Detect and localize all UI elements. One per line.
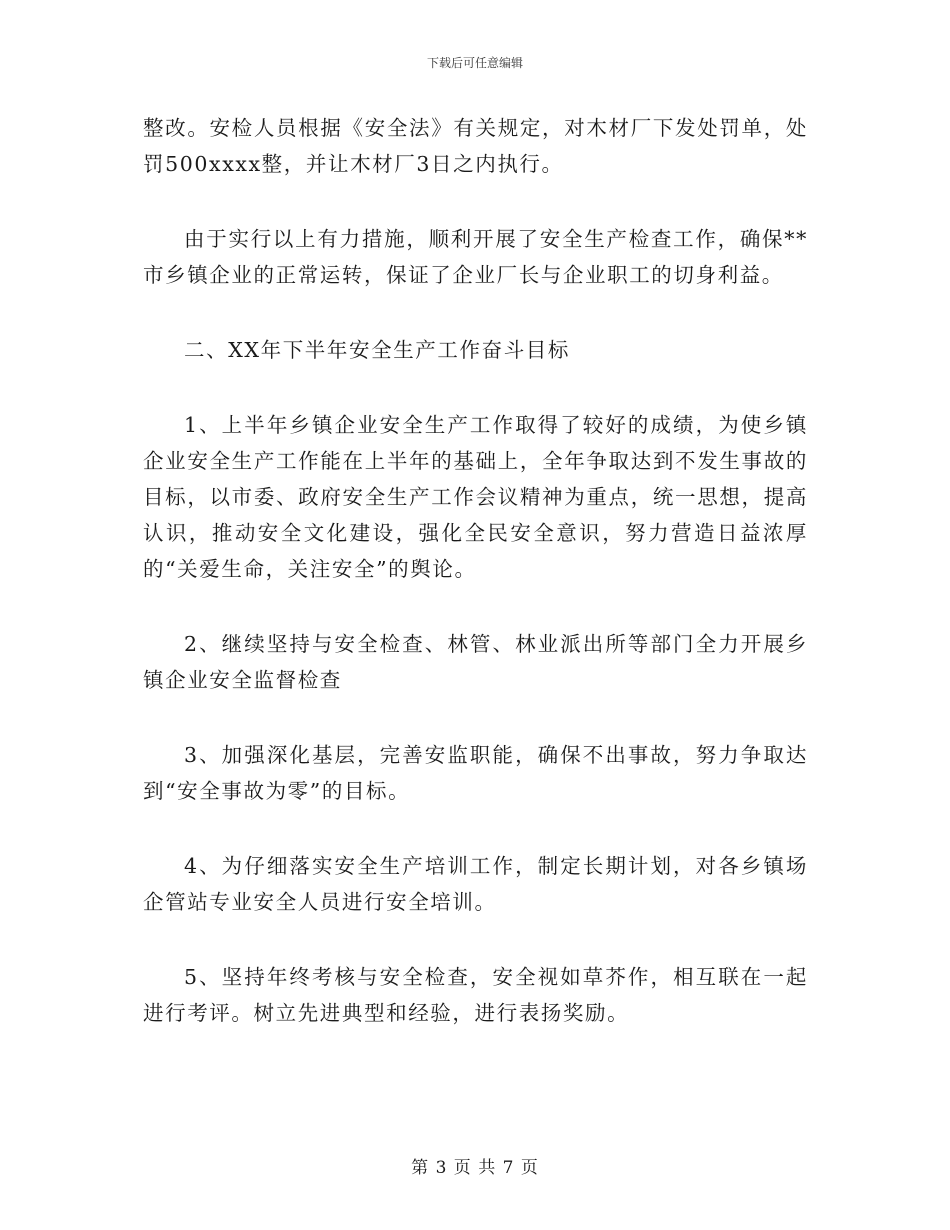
paragraph-goal-2: 2、继续坚持与安全检查、林管、林业派出所等部门全力开展乡镇企业安全监督检查 [143, 632, 808, 692]
paragraph-goal-3: 3、加强深化基层，完善安监职能，确保不出事故，努力争取达到“安全事故为零”的目标。 [143, 743, 808, 803]
paragraph-measures-result: 由于实行以上有力措施，顺利开展了安全生产检查工作，确保**市乡镇企业的正常运转，保证了企业厂长与企业职工的切身利益。 [143, 227, 808, 287]
paragraph-goal-5: 5、坚持年终考核与安全检查，安全视如草芥作，相互联在一起进行考评。树立先进典型和经验，进行表扬奖励。 [143, 965, 808, 1025]
paragraph-goal-1: 1、上半年乡镇企业安全生产工作取得了较好的成绩，为使乡镇企业安全生产工作能在上半年的基础上，全年争取达到不发生事故的目标，以市委、政府安全生产工作会议精神为重点，统一思想，提高认识，推动安全文化建设，强化全民安全意识，努力营造日益浓厚的“关爱生命，关注安全”的舆论。 [143, 413, 808, 581]
document-body [143, 110, 808, 1070]
paragraph-goal-4: 4、为仔细落实安全生产培训工作，制定长期计划，对各乡镇场企管站专业安全人员进行安全培训。 [143, 854, 808, 914]
page-footer: 第 3 页 共 7 页 [411, 1158, 539, 1178]
page-header: 下载后可任意编辑 [426, 56, 523, 70]
section-heading: 二、XX年下半年安全生产工作奋斗目标 [184, 338, 570, 362]
paragraph-continuation: 整改。安检人员根据《安全法》有关规定，对木材厂下发处罚单，处罚500xxxx整，并让木材厂3日之内执行。 [143, 116, 808, 176]
